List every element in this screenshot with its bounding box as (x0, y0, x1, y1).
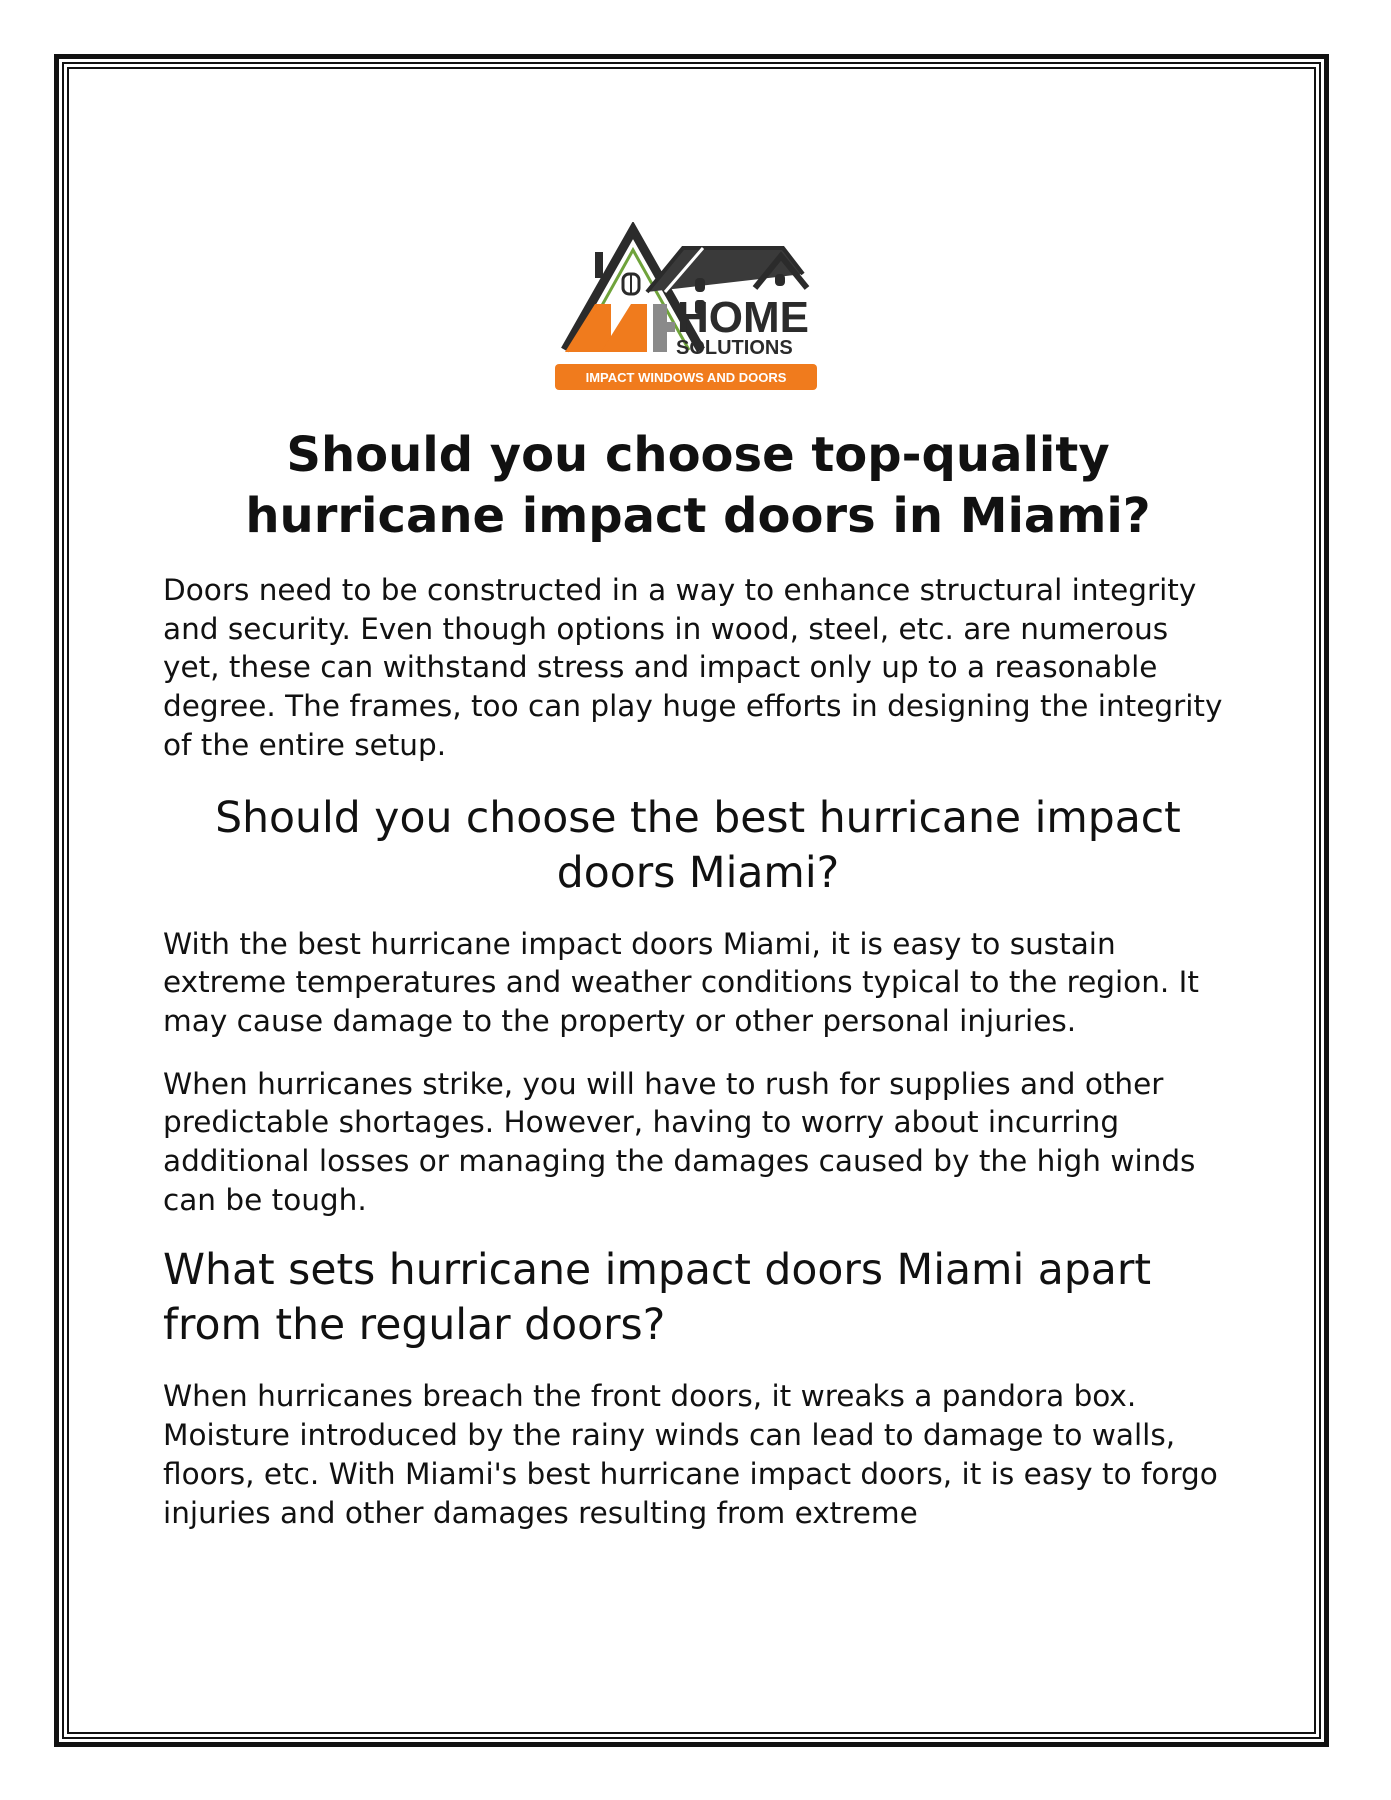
company-logo (555, 222, 835, 397)
article-body (163, 425, 1233, 1532)
window-icon (775, 274, 785, 286)
brand-tagline: IMPACT WINDOWS AND DOORS (585, 370, 787, 385)
page-title: Should you choose top-quality hurricane impact doors in Miami? (245, 427, 1151, 544)
section-paragraph: With the best hurricane impact doors Miami, it is easy to sustain extreme temperatures and weather conditions typical to the region. It may cause damage to the property or other personal injuries. (163, 926, 1199, 1038)
chimney-icon (595, 252, 603, 278)
brand-name-line2: SOLUTIONS (676, 337, 793, 359)
section-heading-best-doors: Should you choose the best hurricane impact doors Miami? (215, 793, 1181, 898)
section-heading-what-sets-apart: What sets hurricane impact doors Miami apart from the regular doors? (163, 1246, 1151, 1351)
window-icon (695, 278, 705, 292)
intro-paragraph: Doors need to be constructed in a way to enhance structural integrity and security. Even though options in wood, steel, etc. are numerous yet, these can withstand stress and impact only up to a reasonable degree. The frames, too can play huge efforts in designing the integrity of the entire setup. (163, 573, 1223, 762)
logo-graphic (555, 222, 835, 397)
section-paragraph: When hurricanes strike, you will have to rush for supplies and other predictable shortages. However, having to worry about incurring additional losses or managing the damages caused by the high winds can be tough. (163, 1066, 1196, 1217)
section-paragraph: When hurricanes breach the front doors, it wreaks a pandora box. Moisture introduced by the rainy winds can lead to damage to walls, floors, etc. With Miami's best hurricane impact doors, it is easy to forgo injuries and other damages resulting from extreme (163, 1379, 1218, 1530)
brand-name-line1: HOME (677, 293, 809, 342)
